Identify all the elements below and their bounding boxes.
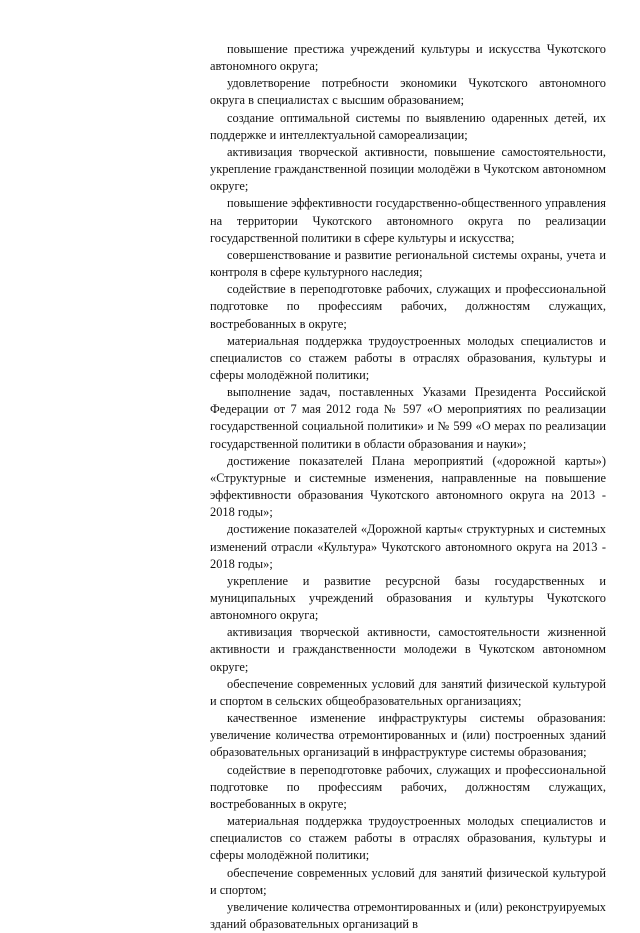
paragraph-2: удовлетворение потребности экономики Чукотского автономного округа в специалистах с высшим образованием; [210, 76, 606, 108]
paragraph-19: увеличение количества отремонтированных и (или) реконструируемых зданий образовательных организаций в [210, 899, 606, 931]
paragraph-3: создание оптимальной системы по выявлению одаренных детей, их поддержке и интеллектуальной самореализации; [210, 110, 606, 142]
paragraph-4: активизация творческой активности, повышение самостоятельности, укрепление гражданственной позиции молодёжи в Чукотском автономном округе; [210, 144, 606, 194]
paragraph-7: содействие в переподготовке рабочих, служащих и профессиональной подготовке по профессиям рабочих, должностям служащих, востребованных в округе; [210, 282, 606, 331]
paragraph-12: укрепление и развитие ресурсной базы государственных и муниципальных учреждений образования и культуры Чукотского автономного округа; [210, 573, 606, 623]
paragraph-11: достижение показателей «Дорожной карты« структурных и системных изменений отрасли «Культура» Чукотского автономного округа на 2013 - 2018 годы»; [210, 522, 606, 571]
paragraph-16: содействие в переподготовке рабочих, служащих и профессиональной подготовке по профессиям рабочих, должностям служащих, востребованных в округе; [210, 762, 606, 811]
paragraph-14: обеспечение современных условий для занятий физической культурой и спортом в сельских общеобразовательных организациях; [210, 676, 606, 708]
paragraph-9: выполнение задач, поставленных Указами Президента Российской Федерации от 7 мая 2012 года № 597 «О мероприятиях по реализации государственной социальной политики» и № 599 «О мерах по реализации государственной политики в области образования и науки»; [210, 385, 606, 451]
paragraph-6: совершенствование и развитие региональной системы охраны, учета и контроля в сфере культурного наследия; [210, 247, 606, 280]
paragraph-10: достижение показателей Плана мероприятий («дорожной карты») «Структурные и системные изменения, направленные на повышение эффективности образования Чукотского автономного округа на 2013 - 2018 годы»; [210, 453, 606, 520]
paragraph-15: качественное изменение инфраструктуры системы образования: увеличение количества отремонтированных и (или) построенных зданий образовательных организаций в инфраструктуре системы образования; [210, 711, 606, 760]
paragraph-1: повышение престижа учреждений культуры и искусства Чукотского автономного округа; [210, 42, 606, 74]
paragraph-8: материальная поддержка трудоустроенных молодых специалистов и специалистов со стажем работы в отраслях образования, культуры и сферы молодёжной политики; [210, 333, 606, 382]
paragraph-18: обеспечение современных условий для занятий физической культурой и спортом; [210, 865, 606, 897]
paragraph-5: повышение эффективности государственно-общественного управления на территории Чукотского автономного округа по реализации государственной политики в сфере культуры и искусства; [210, 196, 606, 245]
document-page [210, 41, 606, 933]
paragraph-13: активизация творческой активности, самостоятельности жизненной активности и гражданственности молодежи в Чукотском автономном округе; [210, 625, 606, 674]
paragraph-17: материальная поддержка трудоустроенных молодых специалистов и специалистов со стажем работы в отраслях образования, культуры и сферы молодёжной политики; [210, 814, 606, 863]
